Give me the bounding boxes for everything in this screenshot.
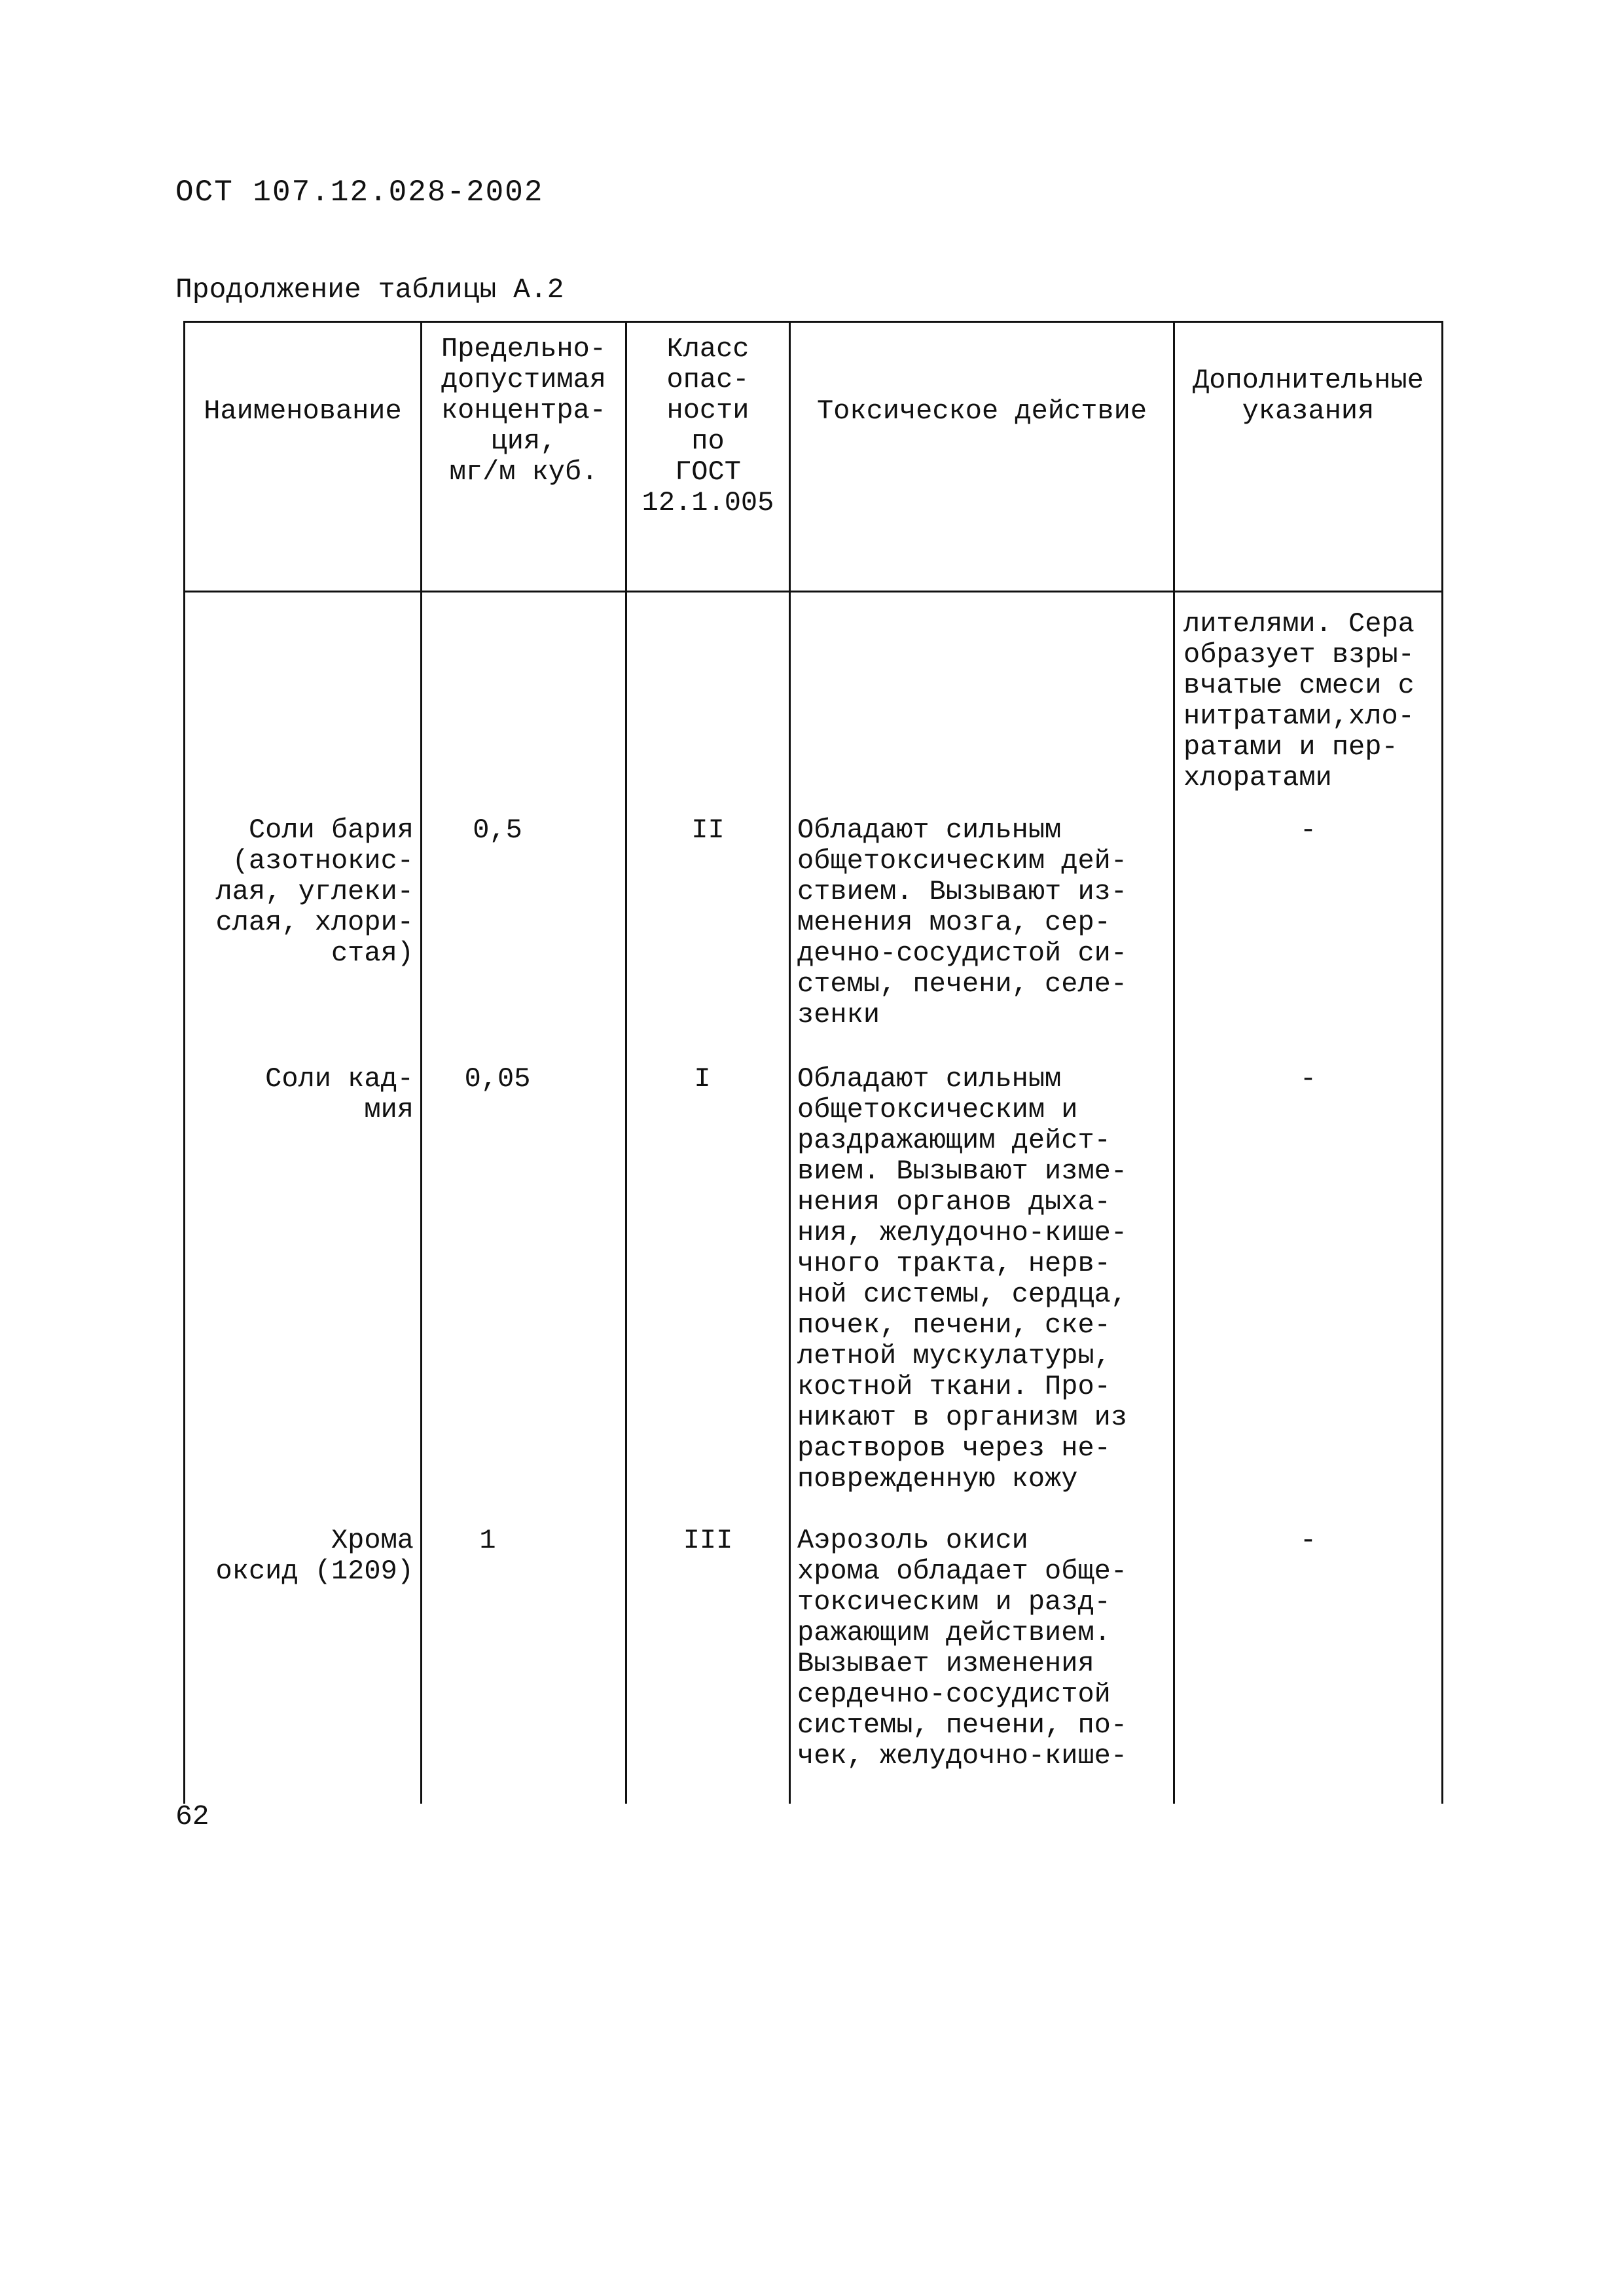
column-header-mpc: Предельно- допустимая концентра- ция, мг/м куб.	[441, 333, 607, 488]
header-bottom-border	[183, 591, 1443, 592]
table-row-3-toxic-action: Аэрозоль окиси хрома обладает обще- токсическим и разд- ражающим действием. Вызывает изменения сердечно-сосудистой системы, печени, по- чек, желудочно-кише-	[797, 1525, 1128, 1772]
table-row-2-hazard-class: I	[694, 1063, 711, 1095]
table-row-3-hazard-class: III	[683, 1525, 733, 1556]
column-header-toxic-action: Токсическое действие	[816, 395, 1147, 427]
table-row-3-notes: -	[1299, 1525, 1317, 1556]
table-row-3-name: Хрома оксид (1209)	[215, 1525, 414, 1587]
table-row-2-name: Соли кад- мия	[265, 1063, 414, 1125]
table-row-1-mpc: 0,5	[473, 814, 522, 846]
col-divider-2	[625, 321, 627, 1804]
notes-continuation: лителями. Сера образует взры- вчатые смеси с нитратами,хло- ратами и пер- хлоратами	[1183, 608, 1415, 793]
table-row-2-mpc: 0,05	[464, 1063, 531, 1095]
data-table	[183, 321, 1443, 1804]
table-row-1-name: Соли бария (азотнокис- лая, углеки- слая, хлори- стая)	[215, 814, 414, 969]
table-row-2-notes: -	[1299, 1063, 1317, 1095]
column-header-notes: Дополнительные указания	[1193, 365, 1424, 427]
table-row-2-toxic-action: Обладают сильным общетоксическим и раздражающим дейст- вием. Вызывают изме- нения органов дыха- ния, желудочно-кише- чного тракта, нерв- ной системы, сердца, почек, печени, ске- летной мускулатуры, костной ткани. Про- никают в организм из растворов через не- поврежденную кожу	[797, 1063, 1128, 1495]
table-top-border	[183, 321, 1443, 323]
page-number: 62	[175, 1800, 209, 1832]
table-row-1-notes: -	[1299, 814, 1317, 846]
table-right-border	[1441, 321, 1443, 1804]
column-header-name: Наименование	[204, 395, 402, 427]
col-divider-3	[789, 321, 791, 1804]
table-left-border	[183, 321, 185, 1804]
table-row-3-mpc: 1	[479, 1525, 496, 1556]
page-header: ОСТ 107.12.028-2002	[175, 175, 544, 210]
table-row-1-hazard-class: II	[691, 814, 725, 846]
col-divider-1	[420, 321, 422, 1804]
column-header-hazard-class: Класс опас- ности по ГОСТ 12.1.005	[641, 333, 774, 519]
col-divider-4	[1173, 321, 1175, 1804]
table-caption: Продолжение таблицы А.2	[175, 274, 564, 306]
table-row-1-toxic-action: Обладают сильным общетоксическим дей- ствием. Вызывают из- менения мозга, сер- дечно-сосудистой си- стемы, печени, селе- зенки	[797, 814, 1128, 1030]
